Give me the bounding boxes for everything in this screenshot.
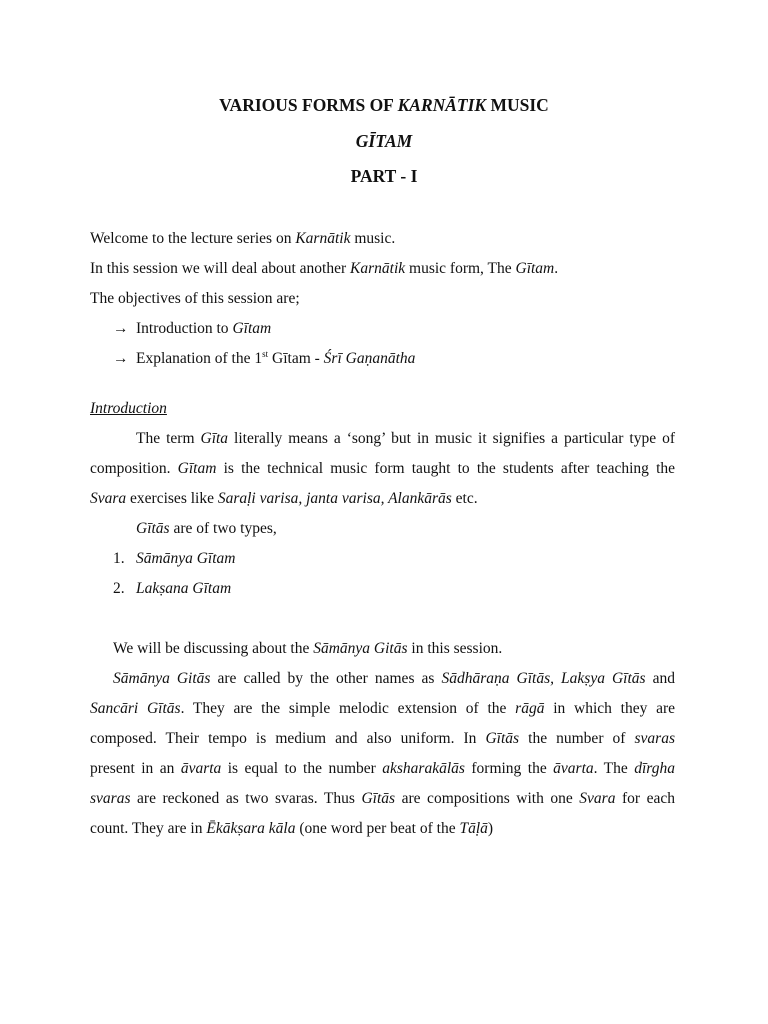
emphasis: Gītam	[515, 260, 555, 277]
emphasis: Gītās	[361, 790, 396, 807]
section-heading	[90, 401, 675, 417]
part-text: PART - I	[350, 166, 418, 186]
emphasis: Gītās	[485, 730, 520, 747]
emphasis: Saraḷi varisa, janta varisa, Alankārās	[217, 490, 452, 507]
title-text-end: MUSIC	[486, 95, 549, 115]
emphasis: āvarta	[553, 760, 594, 777]
paragraph-line	[90, 491, 675, 507]
superscript: st	[262, 349, 269, 359]
paragraph-line	[136, 431, 675, 447]
text: . They are the simple melodic extension of the	[180, 700, 516, 717]
welcome-line	[90, 231, 675, 247]
emphasis: rāgā	[515, 700, 545, 717]
text: )	[487, 820, 494, 837]
title-text: VARIOUS FORMS OF	[219, 95, 398, 115]
text: the number of	[519, 730, 635, 747]
emphasis: Sāmānya Gītam	[136, 550, 236, 567]
paragraph-line	[90, 821, 675, 837]
document-title	[0, 97, 768, 115]
text: are compositions with one	[395, 790, 580, 807]
text: for each	[615, 790, 675, 807]
text: is the technical music form taught to the students after teaching the	[216, 460, 676, 477]
emphasis: Karnātik	[295, 230, 351, 247]
emphasis: Śrī Gaṇanātha	[323, 350, 416, 367]
paragraph-line	[90, 731, 675, 747]
text: music form, The	[405, 260, 516, 277]
text: is equal to the number	[221, 760, 383, 777]
list-number: 2.	[113, 580, 125, 597]
heading-text: Introduction	[90, 400, 167, 417]
paragraph-line	[90, 701, 675, 717]
text: .	[554, 260, 559, 277]
text: Introduction to	[136, 320, 233, 337]
title-emphasis: KARNĀTIK	[397, 95, 487, 115]
types-line	[136, 521, 721, 537]
emphasis: Sancāri Gītās	[90, 700, 181, 717]
emphasis: āvarta	[180, 760, 222, 777]
text: present in an	[90, 760, 181, 777]
text: are reckoned as two svaras. Thus	[130, 790, 362, 807]
text: forming the	[464, 760, 554, 777]
emphasis: Sāmānya Gitās	[313, 640, 408, 657]
emphasis: Gītās	[136, 520, 170, 537]
paragraph-line	[90, 461, 675, 477]
text: etc.	[451, 490, 478, 507]
emphasis: Karnātik	[350, 260, 406, 277]
text: composition.	[90, 460, 178, 477]
text: In this session we will deal about another	[90, 260, 351, 277]
text: are called by the other names as	[210, 670, 442, 687]
list-number: 1.	[113, 550, 125, 567]
objective-item-2	[136, 351, 721, 367]
emphasis: Tāḷā	[459, 820, 488, 837]
list-item	[136, 581, 721, 597]
text: literally means a ‘song’ but in music it signifies a particular type of	[228, 430, 675, 447]
subtitle-text: GĪTAM	[355, 131, 413, 151]
emphasis: Svara	[90, 490, 127, 507]
text: are of two types,	[169, 520, 277, 537]
emphasis: Lakṣana Gītam	[136, 580, 232, 597]
emphasis: aksharakālās	[382, 760, 465, 777]
text: Gītam -	[268, 350, 324, 367]
document-subtitle	[0, 133, 768, 151]
text: count. They are in	[90, 820, 207, 837]
emphasis: Gīta	[200, 430, 229, 447]
part-label	[0, 168, 768, 186]
arrow-icon: →	[113, 320, 129, 337]
emphasis: svaras	[90, 790, 131, 807]
text: The term	[136, 430, 201, 447]
objectives-line	[90, 291, 675, 307]
text: (one word per beat of the	[295, 820, 460, 837]
text: . The	[593, 760, 635, 777]
paragraph-line	[113, 671, 675, 687]
text: Explanation of the 1	[136, 350, 263, 367]
paragraph-line	[90, 791, 675, 807]
emphasis: Svara	[579, 790, 616, 807]
emphasis: Gītam	[232, 320, 272, 337]
text: We will be discussing about the	[113, 640, 314, 657]
text: composed. Their tempo is medium and also uniform. In	[90, 730, 486, 747]
emphasis: svaras	[634, 730, 675, 747]
text: and	[645, 670, 675, 687]
text: in which they are	[544, 700, 676, 717]
emphasis: Sādhāraṇa Gītās, Lakṣya Gītās	[441, 670, 646, 687]
emphasis: Sāmānya Gitās	[113, 670, 211, 687]
text: exercises like	[126, 490, 218, 507]
emphasis: Gītam	[177, 460, 217, 477]
objective-item-1	[136, 321, 721, 337]
emphasis: dīrgha	[634, 760, 675, 777]
paragraph-line	[90, 761, 675, 777]
emphasis: Ēkākṣara kāla	[206, 820, 296, 837]
list-item	[136, 551, 721, 567]
text: music.	[350, 230, 396, 247]
text: Welcome to the lecture series on	[90, 230, 296, 247]
paragraph-line	[113, 641, 698, 657]
arrow-icon: →	[113, 350, 129, 367]
session-line	[90, 261, 675, 277]
text: The objectives of this session are;	[90, 290, 300, 307]
text: in this session.	[407, 640, 503, 657]
